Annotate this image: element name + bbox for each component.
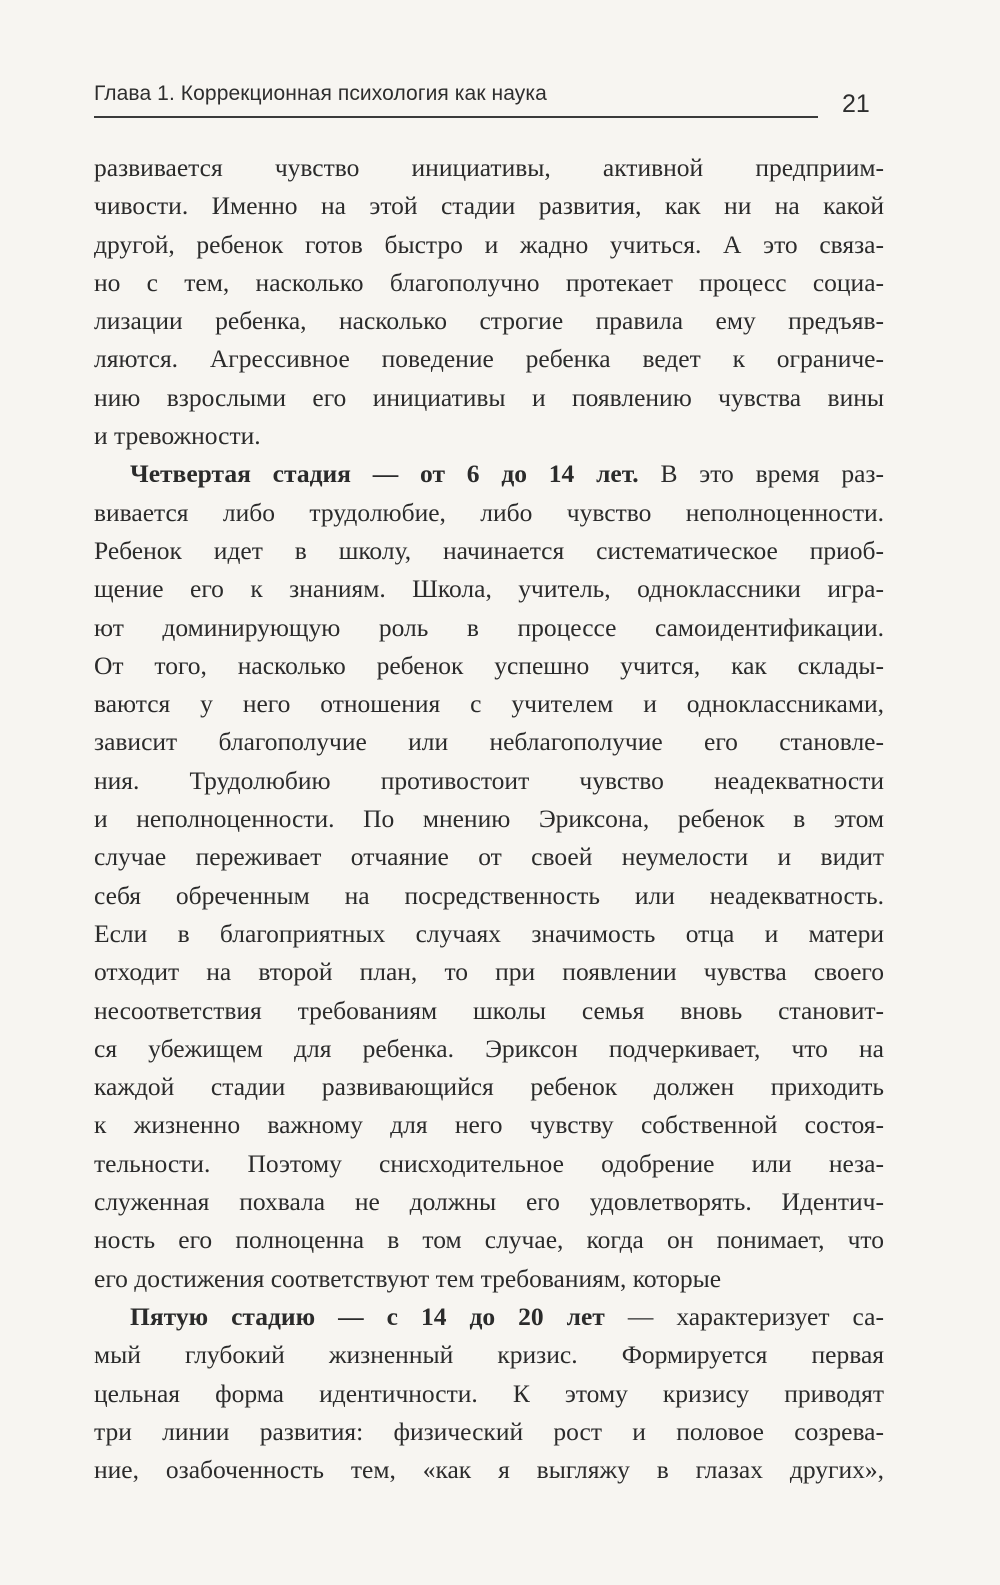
text-line: ния. Трудолюбию противостоит чувство неадекватности	[94, 765, 884, 795]
header-rule	[94, 116, 818, 118]
text-line: но с тем, насколько благополучно протекает процесс социа-	[94, 267, 884, 297]
text-line: отходит на второй план, то при появлении чувства своего	[94, 957, 884, 987]
text-line: каждой стадии развивающийся ребенок должен приходить	[94, 1072, 884, 1102]
text-line: От того, насколько ребенок успешно учится, как склады-	[94, 650, 884, 680]
text-line: зависит благополучие или неблагополучие его становле-	[94, 727, 884, 757]
text-line: ся убежищем для ребенка. Эриксон подчеркивает, что на	[94, 1033, 884, 1063]
text-line: и тревожности.	[94, 421, 261, 451]
text-line: щение его к знаниям. Школа, учитель, одноклассники игра-	[94, 574, 884, 604]
text-run: В это время раз-	[638, 459, 884, 489]
text-line: себя обреченным на посредственность или неадекватность.	[94, 880, 884, 910]
text-line: к жизненно важному для него чувству собственной состоя-	[94, 1110, 884, 1140]
text-line: Ребенок идет в школу, начинается систематическое приоб-	[94, 535, 884, 565]
paragraph-2	[94, 455, 884, 1298]
stage-five-heading: Пятую стадию — с 14 до 20 лет	[130, 1301, 605, 1331]
text-line: чивости. Именно на этой стадии развития, как ни на какой	[94, 191, 884, 221]
stage-four-heading: Четвертая стадия — от 6 до 14 лет.	[130, 459, 639, 489]
text-line: вивается либо трудолюбие, либо чувство неполноценности.	[94, 497, 884, 527]
paragraph-3	[94, 1298, 884, 1489]
text-line: ность его полноценна в том случае, когда он понимает, что	[94, 1225, 884, 1255]
text-line: Если в благоприятных случаях значимость отца и матери	[94, 918, 884, 948]
text-line	[94, 1298, 884, 1336]
text-line: другой, ребенок готов быстро и жадно учиться. А это связа-	[94, 229, 884, 259]
text-line: ляются. Агрессивное поведение ребенка ведет к ограниче-	[94, 344, 884, 374]
text-line: нию взрослыми его инициативы и появлению чувства вины	[94, 382, 884, 412]
text-line: случае переживает отчаяние от своей неумелости и видит	[94, 842, 884, 872]
text-line: служенная похвала не должны его удовлетворять. Идентич-	[94, 1187, 884, 1217]
text-line: мый глубокий жизненный кризис. Формируется первая	[94, 1340, 884, 1370]
text-line: ние, озабоченность тем, «как я выгляжу в глазах других»,	[94, 1455, 884, 1485]
text-line: развивается чувство инициативы, активной предприим-	[94, 153, 884, 182]
text-line: тельности. Поэтому снисходительное одобрение или неза-	[94, 1148, 884, 1178]
text-line: ют доминирующую роль в процессе самоидентификации.	[94, 612, 884, 642]
text-line: цельная форма идентичности. К этому кризису приводят	[94, 1378, 884, 1408]
text-line: его достижения соответствуют тем требованиям, которые	[94, 1263, 722, 1293]
text-line: три линии развития: физический рост и половое созрева-	[94, 1416, 884, 1446]
text-line: ваются у него отношения с учителем и одноклассниками,	[94, 689, 884, 719]
text-run: — характеризует са-	[604, 1301, 884, 1331]
running-head-title: Глава 1. Коррекционная психология как наука	[94, 82, 547, 105]
paragraph-1	[94, 149, 884, 455]
page-number: 21	[842, 90, 870, 118]
body-text	[94, 149, 884, 1489]
text-line	[94, 455, 884, 493]
text-line: лизации ребенка, насколько строгие правила ему предъяв-	[94, 306, 884, 336]
text-line: несоответствия требованиям школы семья вновь становит-	[94, 995, 884, 1025]
text-line: и неполноценности. По мнению Эриксона, ребенок в этом	[94, 804, 884, 834]
